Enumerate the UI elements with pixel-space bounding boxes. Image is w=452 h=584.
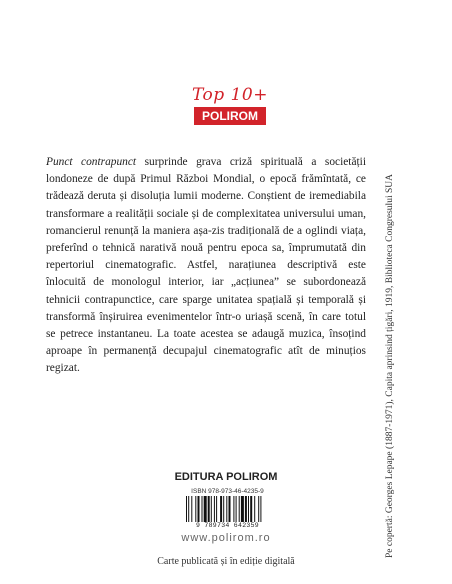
publisher-name: EDITURA POLIROM: [174, 471, 278, 483]
blurb-text: surprinde grava criză spirituală a societății londoneze de după Primul Război Mondial, o epocă frămîntată, ce trădează deruta și disoluția lumii moderne. Conștient de iremediabila transformare a realității sociale și de complexitatea universului uman, romancierul renunță la maniera așa-zis tradițională de a oglindi viața, preferînd o tehnică narativă nouă pentru epoca sa, împrumutată din repertoriul cinematografic. Astfel, narațiunea descriptivă este înlocuită de monologul interior, iar „acțiunea” se subordonează tehnicii contrapunctice, care sparge unitatea spațială și temporală și transformă înșiruirea evenimentelor într-o uriașă scenă, în care totul se petrece instantaneu. La toate acestea se adaugă muzica, însoțind aproape în permanență decupajul cinematografic atît de minuțios regizat.: [46, 156, 367, 375]
digital-edition-note: Carte publicată și în ediție digitală: [157, 556, 295, 567]
isbn-label: ISBN 978-973-46-4235-9: [191, 488, 264, 495]
blurb-paragraph: [46, 154, 366, 378]
barcode-block: [180, 488, 275, 529]
cover-art-credit: Pe copertă: Georges Lepape (1887-1971), Capita aprinsind țigări, 1919, Biblioteca Congresului SUA: [385, 174, 395, 558]
back-cover-blurb: [46, 154, 366, 378]
publisher-website: www.polirom.ro: [181, 532, 271, 544]
series-logo: [185, 85, 275, 125]
book-title-italic: Punct contrapunct: [46, 156, 137, 168]
barcode-icon: [185, 496, 271, 522]
series-title: Top 10+: [192, 85, 268, 105]
barcode-digits: 9 789734 642359: [195, 522, 259, 529]
publisher-badge: POLIROM: [194, 107, 266, 125]
